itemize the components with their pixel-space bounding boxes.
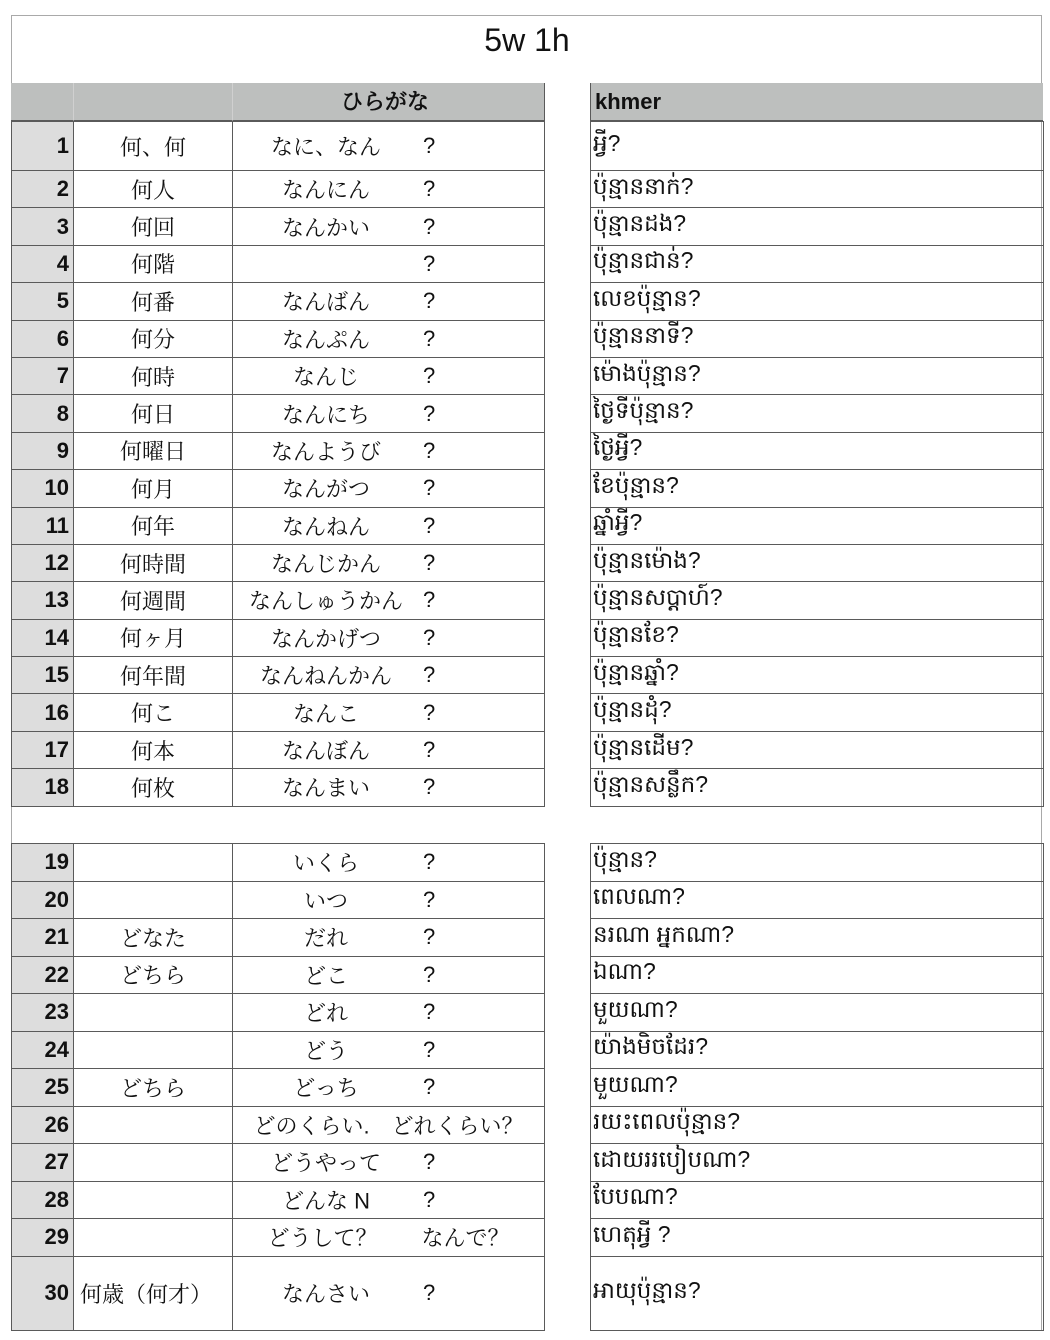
khmer-cell: ប៉ុន្មានជាន់? xyxy=(591,245,1044,282)
table-row xyxy=(591,844,1044,882)
row-number: 12 xyxy=(12,544,74,581)
hiragana-cell xyxy=(233,994,545,1032)
khmer-cell: ប៉ុន្មានសន្លឹក? xyxy=(591,769,1044,806)
question-mark: ? xyxy=(423,1149,436,1175)
hiragana-text: なんばん xyxy=(281,289,370,315)
question-mark: ? xyxy=(423,886,436,912)
hiragana-text: なんねんかん xyxy=(259,663,392,689)
hiragana-cell xyxy=(233,1106,545,1144)
table-row xyxy=(12,320,545,357)
question-mark: ? xyxy=(423,250,436,276)
question-mark: ? xyxy=(423,400,436,426)
header-num-cell xyxy=(11,83,73,121)
khmer-cell: មួយណា? xyxy=(591,994,1044,1032)
hiragana-cell xyxy=(233,1256,545,1330)
header-kanji-cell xyxy=(73,83,232,121)
hiragana-cell xyxy=(233,1031,545,1069)
table-row xyxy=(591,470,1044,507)
table-row xyxy=(591,432,1044,469)
hiragana-cell xyxy=(233,507,545,544)
hiragana-text: なんまい xyxy=(281,775,370,801)
kanji-cell: 何ヶ月 xyxy=(74,619,233,656)
hiragana-text: いくら xyxy=(292,850,359,876)
hiragana-text: なんじ xyxy=(292,364,359,390)
question-mark: ? xyxy=(423,363,436,389)
kanji-cell xyxy=(74,1181,233,1219)
hiragana-text: なんようび xyxy=(270,439,381,465)
hiragana-cell xyxy=(233,395,545,432)
hiragana-text: なんにん xyxy=(281,177,370,203)
table-row xyxy=(591,619,1044,656)
table-row xyxy=(12,395,545,432)
khmer-cell: ប៉ុន្មានដង? xyxy=(591,208,1044,245)
hiragana-cell xyxy=(233,544,545,581)
table-row xyxy=(591,1256,1044,1330)
table-row xyxy=(591,283,1044,320)
question-mark: ? xyxy=(423,737,436,763)
row-number: 9 xyxy=(12,432,74,469)
table-row xyxy=(12,432,545,469)
kanji-cell: 何階 xyxy=(74,245,233,282)
table-row xyxy=(12,657,545,694)
table-row xyxy=(591,1181,1044,1219)
question-mark: ? xyxy=(423,849,436,875)
hiragana-text: なんぼん xyxy=(281,738,370,764)
kanji-cell: どちら xyxy=(74,956,233,994)
hiragana-cell xyxy=(233,956,545,994)
question-mark: ? xyxy=(423,512,436,538)
khmer-cell: ប៉ុន្មានម៉ោង? xyxy=(591,544,1044,581)
question-mark: ? xyxy=(423,1074,436,1100)
kanji-cell: 何曜日 xyxy=(74,432,233,469)
hiragana-text: だれ xyxy=(303,925,348,951)
question-mark: ? xyxy=(423,624,436,650)
kanji-cell: どちら xyxy=(74,1069,233,1107)
khmer-cell: ថ្ងៃទីប៉ុន្មាន? xyxy=(591,395,1044,432)
question-mark: ? xyxy=(423,587,436,613)
khmer-cell: ប៉ុន្មានសប្តាហ៍? xyxy=(591,582,1044,619)
hiragana-cell xyxy=(233,1069,545,1107)
table-row xyxy=(12,245,545,282)
hiragana-cell xyxy=(233,1144,545,1182)
khmer-cell: ប៉ុន្មាននាទី? xyxy=(591,320,1044,357)
row-number: 6 xyxy=(12,320,74,357)
table-row xyxy=(591,994,1044,1032)
question-mark: ? xyxy=(423,961,436,987)
row-number: 19 xyxy=(12,844,74,882)
hiragana-cell xyxy=(233,919,545,957)
table-row xyxy=(591,245,1044,282)
row-number: 2 xyxy=(12,171,74,208)
khmer-cell: ប៉ុន្មានខែ? xyxy=(591,619,1044,656)
row-number: 14 xyxy=(12,619,74,656)
table-row xyxy=(591,694,1044,731)
kanji-cell: 何月 xyxy=(74,470,233,507)
question-mark: ? xyxy=(423,550,436,576)
row-number: 16 xyxy=(12,694,74,731)
kanji-cell xyxy=(74,844,233,882)
row-number: 20 xyxy=(12,881,74,919)
row-number: 3 xyxy=(12,208,74,245)
row-number: 8 xyxy=(12,395,74,432)
row-number: 24 xyxy=(12,1031,74,1069)
table-row xyxy=(12,731,545,768)
table-row xyxy=(12,619,545,656)
question-mark: ? xyxy=(423,999,436,1025)
hiragana-text: なんかい xyxy=(281,215,370,241)
question-mark: ? xyxy=(423,699,436,725)
table-row xyxy=(12,919,545,957)
khmer-cell: អាយុប៉ុន្មាន? xyxy=(591,1256,1044,1330)
question-mark: ? xyxy=(423,213,436,239)
hiragana-text: どこ xyxy=(303,963,348,989)
table-row xyxy=(591,1219,1044,1257)
question-mark: ? xyxy=(423,325,436,351)
kanji-cell: 何こ xyxy=(74,694,233,731)
kanji-cell: どなた xyxy=(74,919,233,957)
khmer-cell: ប៉ុន្មានឆ្នាំ? xyxy=(591,657,1044,694)
hiragana-text: いつ xyxy=(303,888,348,914)
hiragana-text: どうして？ なんで？ xyxy=(267,1225,510,1251)
table-row xyxy=(12,769,545,806)
hiragana-text: なんぷん xyxy=(281,327,370,353)
table-row xyxy=(591,881,1044,919)
table-row xyxy=(12,881,545,919)
hiragana-text: なんこ xyxy=(292,701,359,727)
kanji-cell xyxy=(74,994,233,1032)
hiragana-cell xyxy=(233,432,545,469)
table-row xyxy=(12,956,545,994)
hiragana-cell xyxy=(233,320,545,357)
table-row xyxy=(12,1069,545,1107)
table-row xyxy=(591,171,1044,208)
kanji-cell: 何歳（何才） xyxy=(74,1256,233,1330)
hiragana-cell xyxy=(233,769,545,806)
kanji-cell: 何分 xyxy=(74,320,233,357)
row-number: 29 xyxy=(12,1219,74,1257)
question-mark: ? xyxy=(423,475,436,501)
khmer-table-1 xyxy=(590,121,1044,807)
hiragana-text: どう xyxy=(303,1038,348,1064)
kanji-cell: 何人 xyxy=(74,171,233,208)
row-number: 5 xyxy=(12,283,74,320)
kanji-cell xyxy=(74,1144,233,1182)
table-row xyxy=(12,844,545,882)
hiragana-cell xyxy=(233,694,545,731)
header-khmer-label: khmer xyxy=(595,89,662,114)
header-hiragana-label: ひらがな xyxy=(341,89,430,114)
hiragana-cell xyxy=(233,844,545,882)
hiragana-cell xyxy=(233,171,545,208)
kanji-cell: 何本 xyxy=(74,731,233,768)
header-khmer xyxy=(590,83,1043,121)
question-mark: ? xyxy=(423,1280,436,1305)
khmer-cell: ថ្ងៃអ្វី? xyxy=(591,432,1044,469)
khmer-cell: យ៉ាងមិចដែរ? xyxy=(591,1031,1044,1069)
hiragana-text: どんな N xyxy=(281,1188,370,1214)
kanji-cell: 何時 xyxy=(74,357,233,394)
khmer-cell: ប៉ុន្មាននាក់? xyxy=(591,171,1044,208)
kanji-cell: 何番 xyxy=(74,283,233,320)
table-row xyxy=(12,1144,545,1182)
question-mark: ? xyxy=(423,288,436,314)
khmer-table-2 xyxy=(590,843,1044,1331)
khmer-cell: ឆ្នាំអ្វី? xyxy=(591,507,1044,544)
hiragana-text: なんしゅうかん xyxy=(248,588,403,614)
table-row xyxy=(12,582,545,619)
table-row xyxy=(12,470,545,507)
table-row xyxy=(12,1256,545,1330)
table-row xyxy=(12,1106,545,1144)
table-row xyxy=(12,994,545,1032)
table-row xyxy=(591,507,1044,544)
table-row xyxy=(12,544,545,581)
table-row xyxy=(591,956,1044,994)
table-row xyxy=(591,320,1044,357)
row-number: 21 xyxy=(12,919,74,957)
table-row xyxy=(12,122,545,171)
row-number: 23 xyxy=(12,994,74,1032)
question-mark: ? xyxy=(423,1186,436,1212)
hiragana-cell xyxy=(233,731,545,768)
kanji-cell: 何時間 xyxy=(74,544,233,581)
hiragana-cell xyxy=(233,582,545,619)
table-row xyxy=(591,1106,1044,1144)
row-number: 27 xyxy=(12,1144,74,1182)
kanji-cell: 何年間 xyxy=(74,657,233,694)
question-mark: ? xyxy=(423,133,436,158)
table-row xyxy=(591,919,1044,957)
row-number: 4 xyxy=(12,245,74,282)
hiragana-cell xyxy=(233,1181,545,1219)
hiragana-text: どれ xyxy=(303,1000,348,1026)
table-row xyxy=(591,208,1044,245)
khmer-cell: អ្វី? xyxy=(591,122,1044,171)
table-row xyxy=(591,1144,1044,1182)
hiragana-cell xyxy=(233,122,545,171)
khmer-cell: ប៉ុន្មាន? xyxy=(591,844,1044,882)
khmer-cell: ប៉ុន្មានដុំ? xyxy=(591,694,1044,731)
hiragana-cell xyxy=(233,208,545,245)
kanji-cell xyxy=(74,1031,233,1069)
kanji-cell: 何週間 xyxy=(74,582,233,619)
kanji-cell: 何、何 xyxy=(74,122,233,171)
row-number: 10 xyxy=(12,470,74,507)
table-row xyxy=(591,357,1044,394)
hiragana-text: どっち xyxy=(293,1075,359,1101)
table-row xyxy=(12,208,545,245)
hiragana-text: なんにち xyxy=(281,402,370,428)
kanji-cell: 何回 xyxy=(74,208,233,245)
hiragana-text: なに、なん xyxy=(270,134,381,160)
table-row xyxy=(591,1069,1044,1107)
khmer-cell: នរណា អ្នកណា? xyxy=(591,919,1044,957)
hiragana-cell xyxy=(233,619,545,656)
hiragana-cell xyxy=(233,245,545,282)
row-number: 30 xyxy=(12,1256,74,1330)
hiragana-cell xyxy=(233,357,545,394)
kanji-cell: 何枚 xyxy=(74,769,233,806)
table-row xyxy=(12,507,545,544)
khmer-cell: មួយណា? xyxy=(591,1069,1044,1107)
khmer-cell: ម៉ោងប៉ុន្មាន? xyxy=(591,357,1044,394)
hiragana-cell xyxy=(233,283,545,320)
kanji-cell xyxy=(74,881,233,919)
japanese-table-1 xyxy=(11,121,545,807)
table-row xyxy=(591,769,1044,806)
khmer-cell: ពេលណា? xyxy=(591,881,1044,919)
row-number: 11 xyxy=(12,507,74,544)
question-mark: ? xyxy=(423,924,436,950)
table-row xyxy=(591,1031,1044,1069)
table-row xyxy=(591,544,1044,581)
table-row xyxy=(12,171,545,208)
row-number: 15 xyxy=(12,657,74,694)
hiragana-text: なんかげつ xyxy=(270,626,381,652)
row-number: 26 xyxy=(12,1106,74,1144)
question-mark: ? xyxy=(423,176,436,202)
row-number: 7 xyxy=(12,357,74,394)
khmer-cell: ខែប៉ុន្មាន? xyxy=(591,470,1044,507)
table-row xyxy=(591,731,1044,768)
row-number: 13 xyxy=(12,582,74,619)
khmer-cell: ហេតុអ្វី ? xyxy=(591,1219,1044,1257)
kanji-cell: 何日 xyxy=(74,395,233,432)
page-title: 5w 1h xyxy=(484,22,570,58)
khmer-cell: ប៉ុន្មានដើម? xyxy=(591,731,1044,768)
question-mark: ? xyxy=(423,774,436,800)
khmer-cell: បែបណា? xyxy=(591,1181,1044,1219)
table-row xyxy=(591,582,1044,619)
question-mark: ? xyxy=(423,1036,436,1062)
table-row xyxy=(12,357,545,394)
kanji-cell xyxy=(74,1219,233,1257)
hiragana-text: どうやって xyxy=(270,1150,381,1176)
hiragana-text: なんじかん xyxy=(270,551,381,577)
row-number: 18 xyxy=(12,769,74,806)
table-row xyxy=(12,1031,545,1069)
table-row xyxy=(12,1219,545,1257)
kanji-cell xyxy=(74,1106,233,1144)
row-number: 1 xyxy=(12,122,74,171)
row-number: 28 xyxy=(12,1181,74,1219)
japanese-table-2 xyxy=(11,843,545,1331)
row-number: 22 xyxy=(12,956,74,994)
khmer-cell: ឯណា? xyxy=(591,956,1044,994)
hiragana-text: なんがつ xyxy=(281,476,370,502)
kanji-cell: 何年 xyxy=(74,507,233,544)
table-row xyxy=(12,283,545,320)
khmer-cell: លេខប៉ុន្មាន? xyxy=(591,283,1044,320)
hiragana-cell xyxy=(233,881,545,919)
hiragana-text: どのくらい. どれくらい？ xyxy=(253,1113,524,1139)
row-number: 17 xyxy=(12,731,74,768)
question-mark: ? xyxy=(423,662,436,688)
khmer-cell: រយះពេលប៉ុន្មាន? xyxy=(591,1106,1044,1144)
hiragana-cell xyxy=(233,470,545,507)
hiragana-cell xyxy=(233,657,545,694)
table-row xyxy=(591,122,1044,171)
table-row xyxy=(12,694,545,731)
hiragana-cell xyxy=(233,1219,545,1257)
hiragana-text: なんさい xyxy=(281,1281,370,1307)
header-hiragana xyxy=(232,83,545,121)
question-mark: ? xyxy=(423,437,436,463)
table-row xyxy=(12,1181,545,1219)
row-number: 25 xyxy=(12,1069,74,1107)
khmer-cell: ដោយររបៀបណា? xyxy=(591,1144,1044,1182)
table-row xyxy=(591,395,1044,432)
table-row xyxy=(591,657,1044,694)
hiragana-text: なんねん xyxy=(281,514,370,540)
